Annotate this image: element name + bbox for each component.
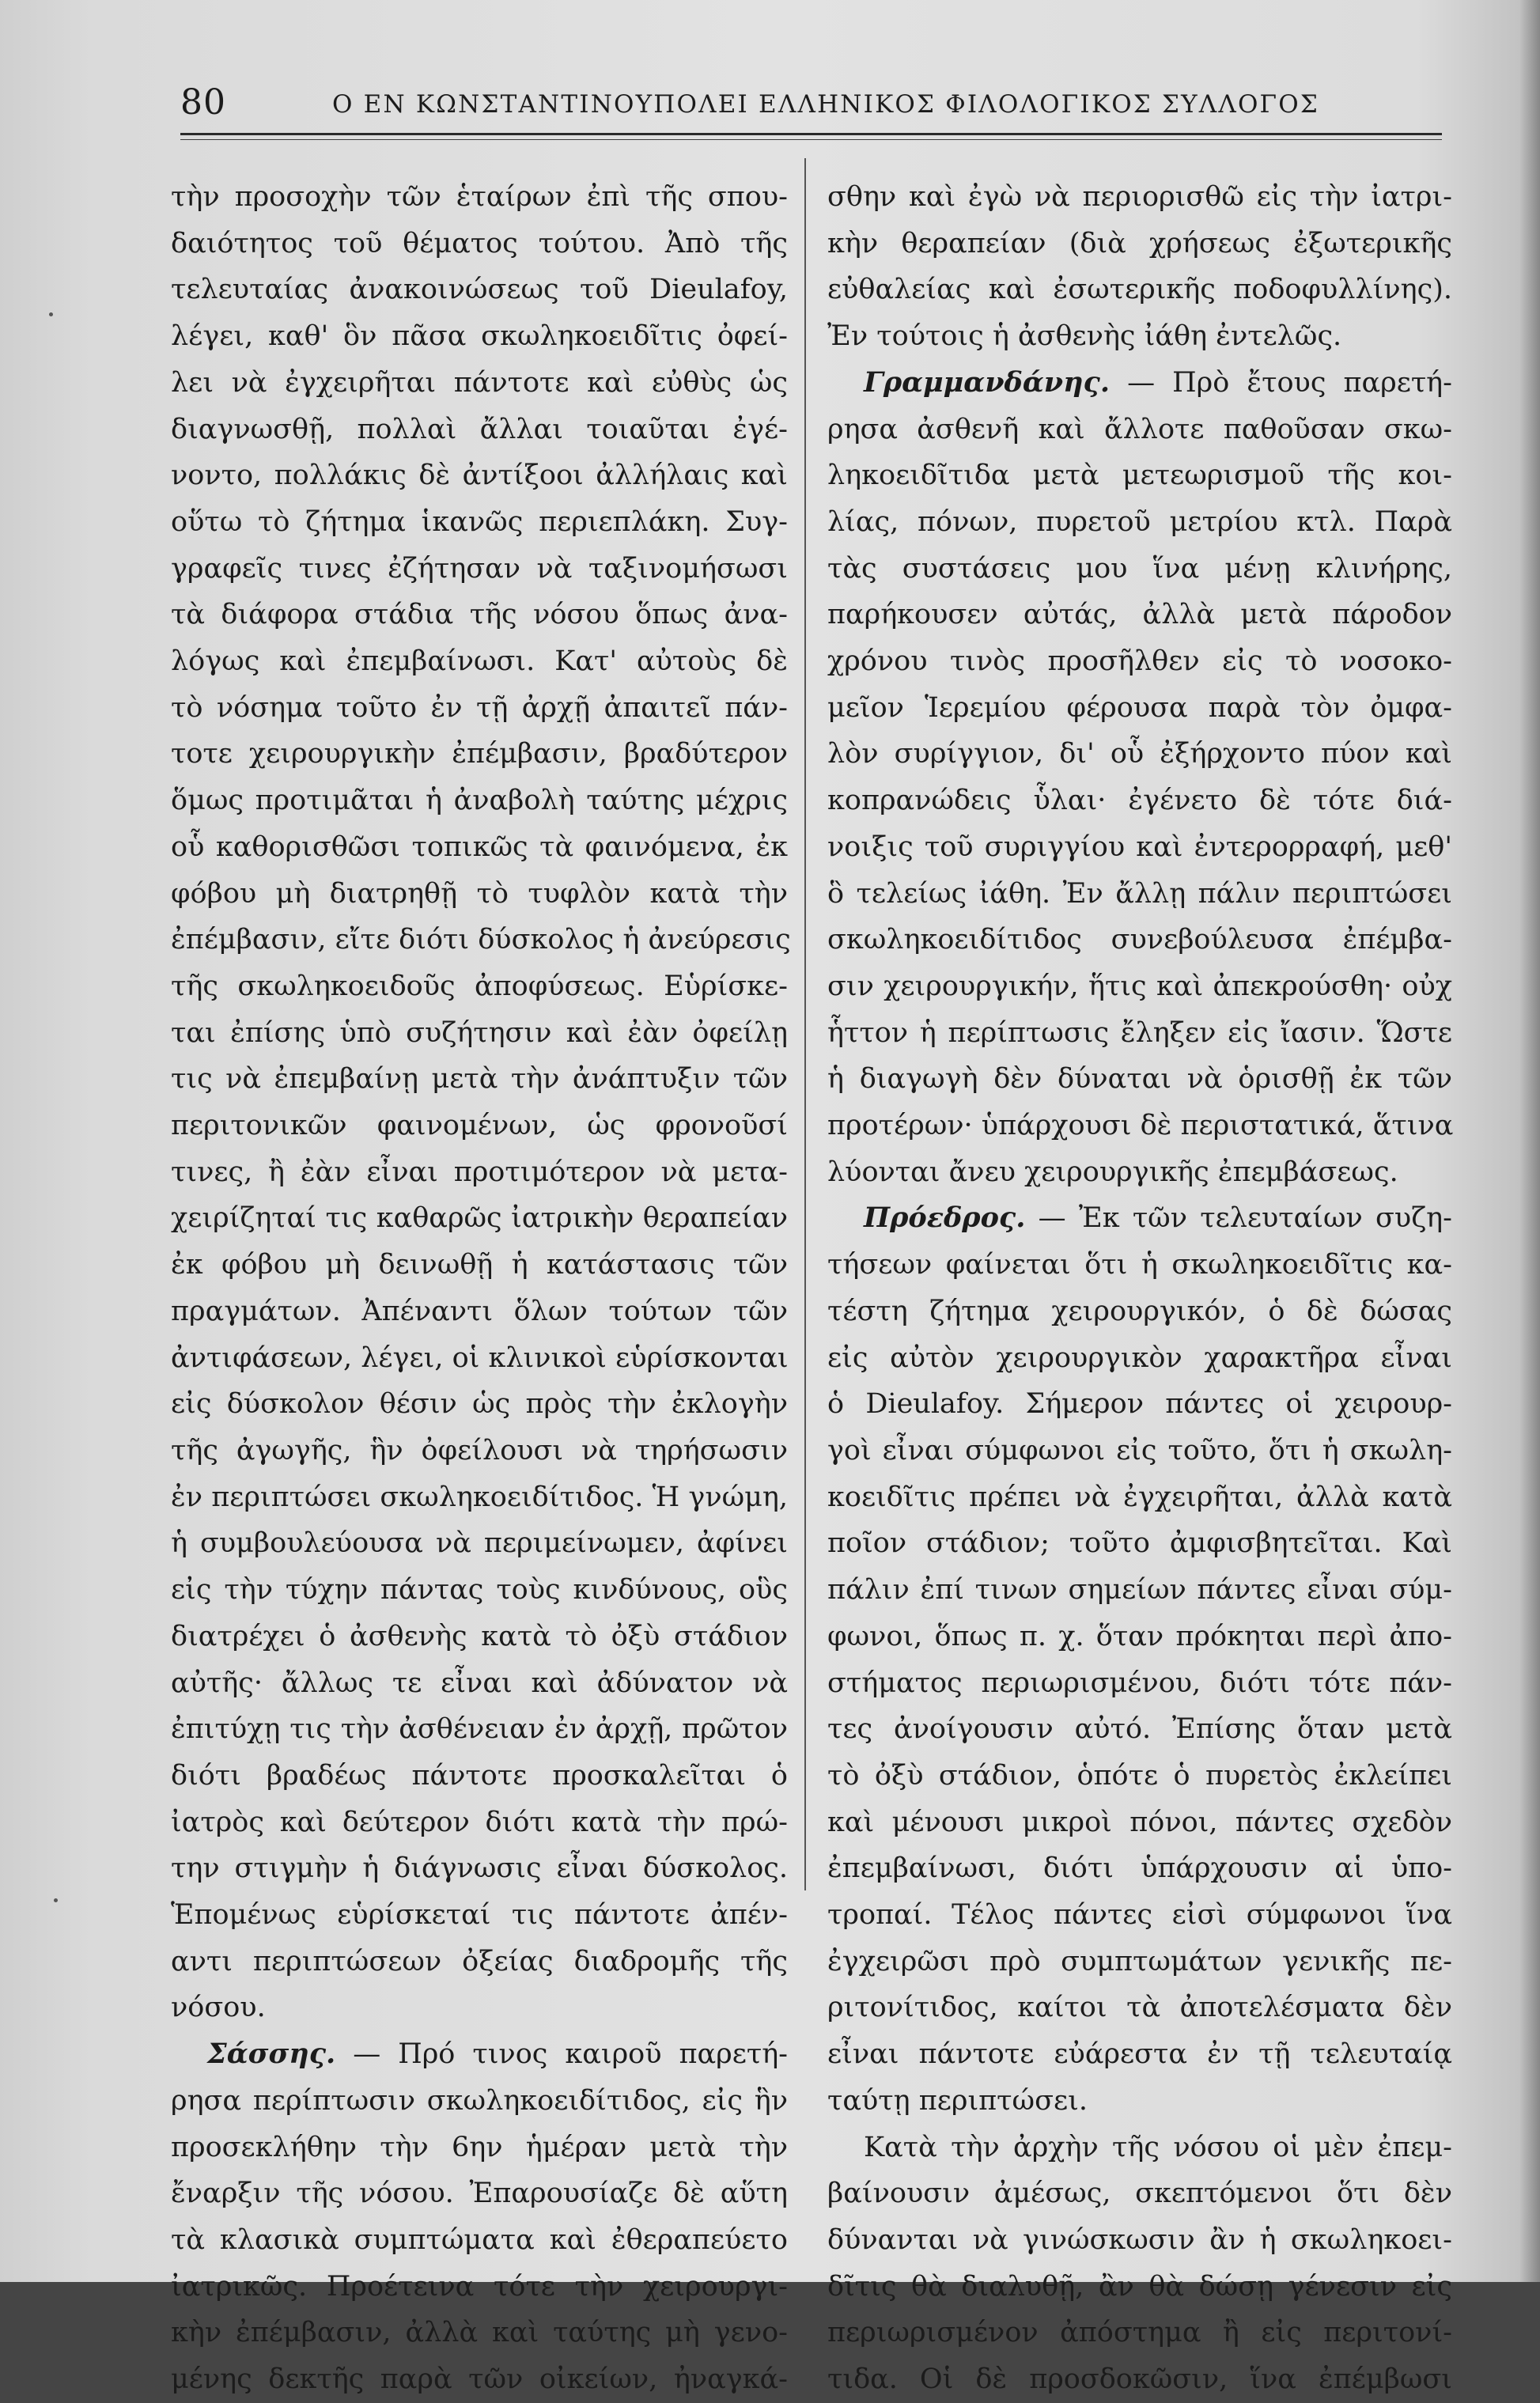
text-line: πραγμάτων. Ἀπέναντι ὅλων τούτων τῶν: [171, 1295, 788, 1327]
right-paragraph-final: [827, 2125, 1452, 2403]
text-line: ρησα περίπτωσιν σκωληκοειδίτιδος, εἰς ἣν: [171, 2084, 788, 2117]
text-line: τὸ νόσημα τοῦτο ἐν τῇ ἀρχῇ ἀπαιτεῖ πάν-: [171, 691, 788, 724]
text-line: Ἐν τούτοις ἡ ἀσθενὴς ἰάθη ἐντελῶς.: [827, 320, 1342, 353]
text-line: γοὶ εἶναι σύμφωνοι εἰς τοῦτο, ὅτι ἡ σκωλη-: [827, 1434, 1452, 1466]
text-line: δαιότητος τοῦ θέματος τούτου. Ἀπὸ τῆς: [171, 227, 788, 259]
text-line: την στιγμὴν ἡ διάγνωσις εἶναι δύσκολος.: [171, 1852, 788, 1885]
text-line: τινες, ἢ ἐὰν εἶναι προτιμότερον νὰ μετα-: [171, 1156, 788, 1188]
text-line: Κατὰ τὴν ἀρχὴν τῆς νόσου οἱ μὲν ἐπεμ-: [864, 2131, 1452, 2163]
proedros-first-text: — Ἐκ τῶν τελευταίων συζη-: [1038, 1202, 1452, 1235]
text-line: ριτονίτιδος, καίτοι τὰ ἀποτελέσματα δὲν: [827, 1992, 1452, 2024]
left-paragraph-1: [171, 174, 791, 2031]
left-paragraph-sassis: [171, 2031, 788, 2403]
grammandanis-first-text: — Πρὸ ἔτους παρετή-: [1127, 366, 1452, 399]
sassis-first-text: — Πρό τινος καιροῦ παρετή-: [353, 2038, 788, 2071]
text-line: ἐπεμβαίνωσι, διότι ὑπάρχουσιν αἱ ὑπο-: [827, 1852, 1452, 1885]
text-line: εὐθαλείας καὶ ἐσωτερικῆς ποδοφυλλίνης).: [827, 274, 1452, 306]
text-line: προσεκλήθην τὴν 6ην ἡμέραν μετὰ τὴν: [171, 2131, 788, 2163]
text-line: ἰατρικῶς. Προέτεινα τότε τὴν χειρουργι-: [171, 2270, 788, 2303]
text-line: λέγει, καθ' ὃν πᾶσα σκωληκοειδῖτις ὀφεί-: [171, 320, 788, 353]
text-line: τὴν προσοχὴν τῶν ἑταίρων ἐπὶ τῆς σπου-: [171, 181, 788, 213]
header-rule-thin: [180, 139, 1442, 140]
text-line: τελευταίας ἀνακοινώσεως τοῦ Dieulafoy,: [171, 274, 788, 306]
text-line: ἐγχειρῶσι πρὸ συμπτωμάτων γενικῆς πε-: [827, 1945, 1452, 1977]
text-line: μεῖον Ἱερεμίου φέρουσα παρὰ τὸν ὀμφα-: [827, 691, 1452, 724]
right-column: [827, 174, 1452, 2403]
text-line: βαίνουσιν ἀμέσως, σκεπτόμενοι ὅτι δὲν: [827, 2178, 1452, 2210]
text-line: ἡ συμβουλεύουσα νὰ περιμείνωμεν, ἀφίνει: [171, 1527, 788, 1560]
text-line: λει νὰ ἐγχειρῆται πάντοτε καὶ εὐθὺς ὡς: [171, 366, 788, 399]
text-line: εἶναι πάντοτε εὐάρεστα ἐν τῇ τελευταίᾳ: [827, 2038, 1452, 2071]
text-line: τέστη ζήτημα χειρουργικόν, ὁ δὲ δώσας: [827, 1295, 1452, 1327]
speaker-grammandanis: Γραμμανδάνης.: [864, 365, 1111, 399]
text-line: στήματος περιωρισμένου, διότι τότε πάν-: [827, 1667, 1452, 1699]
text-line: σθην καὶ ἐγὼ νὰ περιορισθῶ εἰς τὴν ἰατρι-: [827, 181, 1452, 213]
text-line: καὶ μένουσι μικροὶ πόνοι, πάντες σχεδὸν: [827, 1806, 1452, 1838]
right-paragraph-proedros: [827, 1195, 1452, 2124]
text-line: αὐτῆς· ἄλλως τε εἶναι καὶ ἀδύνατον νὰ: [171, 1667, 788, 1699]
text-line: ἧττον ἡ περίπτωσις ἔληξεν εἰς ἴασιν. Ὥστε: [827, 1016, 1452, 1049]
text-line: τὰ διάφορα στάδια τῆς νόσου ὅπως ἀνα-: [171, 599, 788, 631]
text-line: νοντο, πολλάκις δὲ ἀντίξοοι ἀλλήλαις καὶ: [171, 460, 788, 492]
text-line: ἔναρξιν τῆς νόσου. Ἐπαρουσίαζε δὲ αὕτη: [171, 2178, 788, 2210]
text-line: γραφεῖς τινες ἐζήτησαν νὰ ταξινομήσωσι: [171, 552, 788, 585]
column-divider: [804, 158, 806, 1890]
text-line: περιτονικῶν φαινομένων, ὡς φρονοῦσί: [171, 1110, 788, 1142]
text-line: εἰς δύσκολον θέσιν ὡς πρὸς τὴν ἐκλογὴν: [171, 1388, 788, 1421]
text-line: λὸν συρίγγιον, δι' οὗ ἐξήρχοντο πύον καὶ: [827, 738, 1452, 770]
speaker-proedros: Πρόεδρος.: [864, 1202, 1026, 1235]
text-line: φωνοι, ὅπως π. χ. ὅταν πρόκηται περὶ ἀπο-: [827, 1620, 1452, 1652]
text-line: λόγως καὶ ἐπεμβαίνωσι. Κατ' αὐτοὺς δὲ: [171, 645, 788, 678]
text-line: τοτε χειρουργικὴν ἐπέμβασιν, βραδύτερον: [171, 738, 788, 770]
text-line: τες ἀνοίγουσιν αὐτό. Ἐπίσης ὅταν μετὰ: [827, 1713, 1452, 1746]
text-line: τιδα. Οἱ δὲ προσδοκῶσιν, ἵνα ἐπέμβωσι: [827, 2363, 1452, 2396]
left-column: [171, 174, 791, 2403]
text-line: ἡ διαγωγὴ δὲν δύναται νὰ ὁρισθῇ ἐκ τῶν: [827, 1063, 1452, 1096]
text-line: οὗ καθορισθῶσι τοπικῶς τὰ φαινόμενα, ἐκ: [171, 831, 788, 863]
text-line: τήσεων φαίνεται ὅτι ἡ σκωληκοειδῖτις κα-: [827, 1249, 1452, 1281]
text-line: αντι περιπτώσεων ὀξείας διαδρομῆς τῆς: [171, 1945, 788, 1977]
text-line: κὴν ἐπέμβασιν, ἀλλὰ καὶ ταύτης μὴ γενο-: [171, 2317, 788, 2349]
text-line: φόβου μὴ διατρηθῇ τὸ τυφλὸν κατὰ τὴν: [171, 877, 788, 910]
text-line: προτέρων· ὑπάρχουσι δὲ περιστατικά, ἅτινα: [827, 1110, 1454, 1142]
page-header: [180, 76, 1446, 131]
proedros-first-line: [827, 1195, 1452, 1242]
text-line: περιωρισμένον ἀπόστημα ἢ εἰς περιτονί-: [827, 2317, 1452, 2349]
text-line: δῖτις θὰ διαλυθῇ, ἂν θὰ δώσῃ γένεσιν εἰς: [827, 2270, 1452, 2303]
text-line: ἰατρὸς καὶ δεύτερον διότι κατὰ τὴν πρώ-: [171, 1806, 788, 1838]
text-line: ὃ τελείως ἰάθη. Ἐν ἄλλῃ πάλιν περιπτώσει: [827, 877, 1452, 910]
text-line: χειρίζηταί τις καθαρῶς ἰατρικὴν θεραπείαν: [171, 1202, 788, 1235]
text-line: δύνανται νὰ γινώσκωσιν ἂν ἡ σκωληκοει-: [827, 2223, 1452, 2256]
text-line: μένης δεκτῆς παρὰ τῶν οἰκείων, ἠναγκά-: [171, 2363, 788, 2396]
text-line: ταύτῃ περιπτώσει.: [827, 2084, 1088, 2117]
text-line: παρήκουσεν αὐτάς, ἀλλὰ μετὰ πάροδον: [827, 599, 1452, 631]
text-line: Ἑπομένως εὑρίσκεταί τις πάντοτε ἀπέν-: [171, 1899, 788, 1932]
text-line: ρησα ἀσθενῆ καὶ ἄλλοτε παθοῦσαν σκω-: [827, 413, 1452, 445]
text-line: πάλιν ἐπί τινων σημείων πάντες εἶναι σύμ-: [827, 1574, 1452, 1606]
text-line: κοειδῖτις πρέπει νὰ ἐγχειρῆται, ἀλλὰ κατὰ: [827, 1481, 1452, 1513]
text-line: τις νὰ ἐπεμβαίνῃ μετὰ τὴν ἀνάπτυξιν τῶν: [171, 1063, 788, 1096]
right-paragraph-1: [827, 174, 1452, 360]
margin-speck: [54, 1898, 58, 1902]
sassis-first-line: [171, 2031, 788, 2078]
text-line: διότι βραδέως πάντοτε προσκαλεῖται ὁ: [171, 1759, 788, 1792]
text-line: τὰς συστάσεις μου ἵνα μένῃ κλινήρης,: [827, 552, 1452, 585]
text-line: σιν χειρουργικήν, ἥτις καὶ ἀπεκρούσθη· οὐχ: [827, 970, 1452, 1002]
text-line: ληκοειδῖτιδα μετὰ μετεωρισμοῦ τῆς κοι-: [827, 460, 1452, 492]
text-line: τῆς σκωληκοειδοῦς ἀποφύσεως. Εὑρίσκε-: [171, 970, 788, 1002]
text-line: λίας, πόνων, πυρετοῦ μετρίου κτλ. Παρὰ: [827, 505, 1452, 538]
text-line: τὰ κλασικὰ συμπτώματα καὶ ἐθεραπεύετο: [171, 2223, 788, 2256]
text-line: ἐπιτύχῃ τις τὴν ἀσθένειαν ἐν ἀρχῇ, πρῶτον: [171, 1713, 788, 1746]
text-line: λύονται ἄνευ χειρουργικῆς ἐπεμβάσεως.: [827, 1156, 1398, 1188]
text-line: ἐπέμβασιν, εἴτε διότι δύσκολος ἡ ἀνεύρεσις: [171, 924, 791, 956]
text-line: κοπρανώδεις ὗλαι· ἐγένετο δὲ τότε διά-: [827, 785, 1452, 817]
text-line: κὴν θεραπείαν (διὰ χρήσεως ἐξωτερικῆς: [827, 227, 1452, 259]
grammandanis-first-line: [827, 360, 1452, 407]
page-spine-shadow: [1519, 0, 1540, 2282]
text-line: τῆς ἀγωγῆς, ἣν ὀφείλουσι νὰ τηρήσωσιν: [171, 1434, 788, 1466]
text-line: ται ἐπίσης ὑπὸ συζήτησιν καὶ ἐὰν ὀφείλῃ: [171, 1016, 788, 1049]
margin-speck: [49, 312, 53, 316]
running-title: Ο ΕΝ ΚΩΝΣΤΑΝΤΙΝΟΥΠΟΛΕΙ ΕΛΛΗΝΙΚΟΣ ΦΙΛΟΛΟΓΙΚΟΣ ΣΥΛΛΟΓΟΣ: [332, 90, 1319, 119]
text-line: τὸ ὀξὺ στάδιον, ὁπότε ὁ πυρετὸς ἐκλείπει: [827, 1759, 1452, 1792]
page-number: 80: [180, 82, 226, 123]
text-line: διαγνωσθῇ, πολλαὶ ἄλλαι τοιαῦται ἐγέ-: [171, 413, 788, 445]
text-line: ὅμως προτιμᾶται ἡ ἀναβολὴ ταύτης μέχρις: [171, 785, 788, 817]
text-line: νόσου.: [171, 1992, 266, 2024]
text-line: ἐκ φόβου μὴ δεινωθῇ ἡ κατάστασις τῶν: [171, 1249, 788, 1281]
text-line: χρόνου τινὸς προσῆλθεν εἰς τὸ νοσοκο-: [827, 645, 1452, 678]
text-line: ποῖον στάδιον; τοῦτο ἀμφισβητεῖται. Καὶ: [827, 1527, 1452, 1560]
text-line: ἐν περιπτώσει σκωληκοειδίτιδος. Ἡ γνώμη,: [171, 1481, 788, 1513]
text-line: νοιξις τοῦ συριγγίου καὶ ἐντερορραφή, μεθ': [827, 831, 1452, 863]
header-rule: [180, 133, 1442, 135]
text-line: διατρέχει ὁ ἀσθενὴς κατὰ τὸ ὀξὺ στάδιον: [171, 1620, 788, 1652]
text-line: σκωληκοειδίτιδος συνεβούλευσα ἐπέμβα-: [827, 924, 1452, 956]
text-line: εἰς τὴν τύχην πάντας τοὺς κινδύνους, οὓς: [171, 1574, 788, 1606]
text-line: οὕτω τὸ ζήτημα ἱκανῶς περιεπλάκη. Συγ-: [171, 505, 788, 538]
text-line: τροπαί. Τέλος πάντες εἰσὶ σύμφωνοι ἵνα: [827, 1899, 1452, 1932]
text-line: ὁ Dieulafoy. Σήμερον πάντες οἱ χειρουρ-: [827, 1388, 1452, 1421]
right-paragraph-grammandanis: [827, 360, 1452, 1196]
text-line: ἀντιφάσεων, λέγει, οἱ κλινικοὶ εὑρίσκονται: [171, 1342, 789, 1374]
speaker-sassis: Σάσσης.: [207, 2038, 336, 2071]
text-line: εἰς αὐτὸν χειρουργικὸν χαρακτῆρα εἶναι: [827, 1342, 1452, 1374]
